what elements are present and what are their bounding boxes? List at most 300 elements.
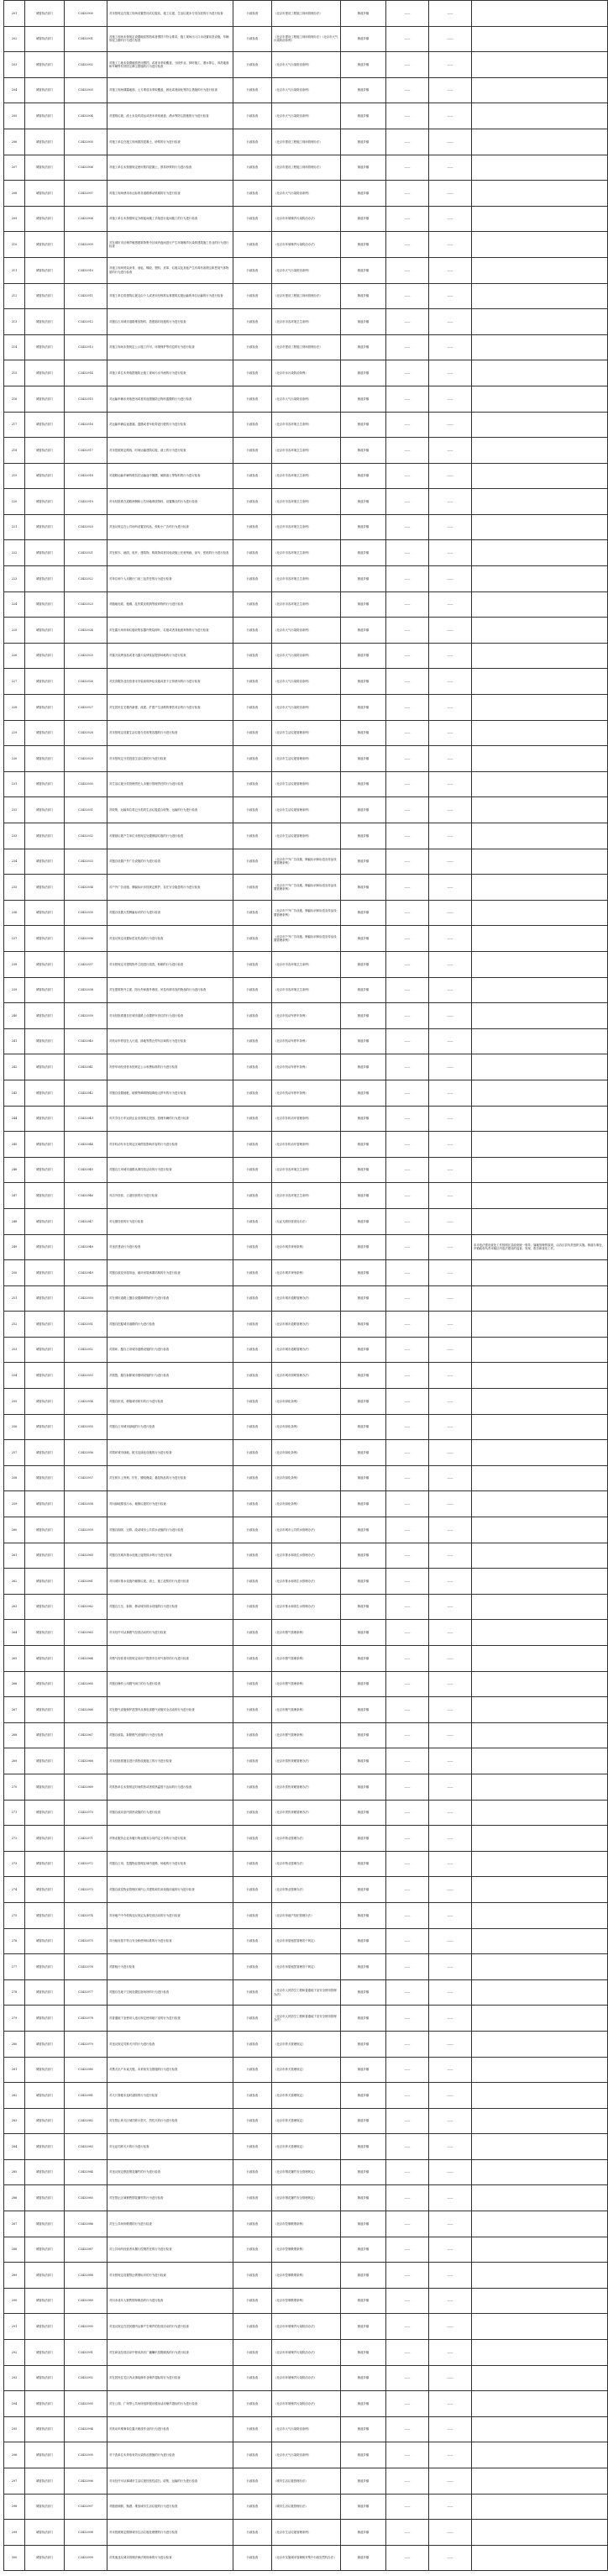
row-number: 227 [4, 669, 25, 695]
remark-cell [472, 1851, 608, 1877]
table-row [4, 823, 608, 849]
level-cell: 街道乡镇 [341, 1979, 386, 2006]
item-code-cell: C3432939 [65, 1003, 107, 1029]
item-type-cell: 行政检查 [233, 334, 272, 360]
item-code-cell: C3432902 [65, 52, 107, 78]
table-row [4, 2083, 608, 2109]
dash-cell: —— [386, 669, 429, 695]
dash-cell: —— [386, 181, 429, 207]
dash-cell: —— [386, 1722, 429, 1748]
level-cell: 街道乡镇 [341, 771, 386, 797]
table-row [4, 1337, 608, 1363]
dash-cell: —— [386, 977, 429, 1003]
level-cell: 街道乡镇 [341, 77, 386, 103]
legal-basis-cell: 《北京市城乡规划条例》 [272, 1234, 341, 1260]
item-type-cell: 行政检查 [233, 1106, 272, 1132]
table-row [4, 1877, 608, 1903]
row-number: 285 [4, 2159, 25, 2185]
level-cell: 街道乡镇 [341, 1414, 386, 1440]
row-number: 224 [4, 591, 25, 618]
item-code-cell: C3432938 [65, 977, 107, 1003]
level-cell: 街道乡镇 [341, 129, 386, 155]
department-cell: 城管执法部门 [25, 1748, 65, 1774]
department-cell: 城管执法部门 [25, 2057, 65, 2083]
legal-basis-cell: 《北京市环境噪声污染防治办法》 [272, 2365, 341, 2391]
remark-cell [472, 2185, 608, 2211]
item-name-cell: 对向绿地排放污水、倾倒垃圾的行为进行检查 [107, 1491, 233, 1517]
table-row [4, 1363, 608, 1389]
item-code-cell: C3432987 [65, 2237, 107, 2263]
legal-basis-cell: 《北京市大气污染防治条例》 [272, 643, 341, 669]
row-number: 267 [4, 1697, 25, 1723]
remark-cell [472, 2340, 608, 2366]
item-type-cell: 行政检查 [233, 181, 272, 207]
table-row [4, 463, 608, 489]
level-cell: 街道乡镇 [341, 334, 386, 360]
dash-cell: —— [386, 1594, 429, 1620]
level-cell: 街道乡镇 [341, 823, 386, 849]
item-name-cell: 对施工现场焚烧沥青、油毡、橡胶、塑料、皮革、垃圾以及其他产生有毒有害烟尘和恶臭气体物质的行为进行检查 [107, 257, 233, 283]
item-name-cell: 对擅自改装、拆除燃气设施的行为进行检查 [107, 1722, 233, 1748]
level-cell: 街道乡镇 [341, 2391, 386, 2417]
item-type-cell: 行政检查 [233, 1569, 272, 1595]
table-row [4, 1465, 608, 1491]
item-type-cell: 行政检查 [233, 2442, 272, 2468]
row-number: 208 [4, 181, 25, 207]
legal-basis-cell: 《北京市大气污染防治条例》 [272, 181, 341, 207]
legal-basis-cell: 《北京市燃气管理条例》 [272, 1646, 341, 1672]
department-cell: 城管执法部门 [25, 1569, 65, 1595]
table-row [4, 2159, 608, 2185]
item-code-cell: C3432931 [65, 797, 107, 823]
remark-cell [472, 129, 608, 155]
item-type-cell: 行政检查 [233, 386, 272, 412]
table-row [4, 900, 608, 926]
item-name-cell: 对未按照规定缴纳城市生活垃圾处理费的行为进行检查 [107, 2520, 233, 2546]
item-type-cell: 行政检查 [233, 1697, 272, 1723]
remark-cell [472, 823, 608, 849]
item-code-cell: C3432929 [65, 746, 107, 772]
department-cell: 城管执法部门 [25, 2159, 65, 2185]
item-type-cell: 行政检查 [233, 1337, 272, 1363]
dash-cell: —— [429, 1594, 472, 1620]
row-number: 237 [4, 926, 25, 952]
dash-cell: —— [386, 1054, 429, 1080]
department-cell: 城管执法部门 [25, 1517, 65, 1543]
level-cell: 街道乡镇 [341, 1543, 386, 1569]
dash-cell: —— [429, 386, 472, 412]
dash-cell: —— [386, 2134, 429, 2160]
row-number: 225 [4, 618, 25, 644]
department-cell: 城管执法部门 [25, 1902, 65, 1928]
item-name-cell: 对未按规定对建筑物外立面进行清洗、粉刷的行为进行检查 [107, 951, 233, 977]
legal-basis-cell: 《北京市建设工程施工现场管理办法》 [272, 155, 341, 181]
table-row [4, 1517, 608, 1543]
dash-cell: —— [429, 309, 472, 335]
legal-basis-cell: 《北京市大气污染防治条例》 [272, 257, 341, 283]
remark-cell [472, 1183, 608, 1209]
remark-cell [472, 489, 608, 515]
item-name-cell: 对未按规定在施工现场设置密闭式垃圾站、施工垃圾、生活垃圾未分类存放的行为进行检查 [107, 1, 233, 27]
item-name-cell: 对施工单位将建筑垃圾交由个人或者未经核准从事建筑垃圾运输的单位运输的行为进行检查 [107, 283, 233, 309]
table-row [4, 540, 608, 566]
item-type-cell: 行政检查 [233, 1543, 272, 1569]
dash-cell: —— [386, 360, 429, 386]
item-name-cell: 对违反规定设置标语宣传品的行为进行检查 [107, 926, 233, 952]
department-cell: 城管执法部门 [25, 2211, 65, 2237]
remark-cell [472, 977, 608, 1003]
legal-basis-cell: 《北京市供热采暖管理办法》 [272, 1748, 341, 1774]
legal-basis-cell: 《北京市绿化条例》 [272, 1491, 341, 1517]
row-number: 223 [4, 566, 25, 592]
table-row [4, 1028, 608, 1054]
level-cell: 街道乡镇 [341, 1928, 386, 1954]
dash-cell: —— [386, 823, 429, 849]
table-row [4, 1979, 608, 2006]
item-name-cell: 对施工单位未采取措施防止施工现场污水外流的行为进行检查 [107, 360, 233, 386]
row-number: 204 [4, 77, 25, 103]
dash-cell: —— [386, 1800, 429, 1826]
item-code-cell: C3432958 [65, 1491, 107, 1517]
department-cell: 城管执法部门 [25, 1003, 65, 1029]
item-type-cell: 行政检查 [233, 1363, 272, 1389]
item-name-cell: 对在城市道路上擅自设置障碍物的行为进行检查 [107, 1285, 233, 1312]
item-type-cell: 行政检查 [233, 77, 272, 103]
row-number: 293 [4, 2365, 25, 2391]
level-cell: 街道乡镇 [341, 1080, 386, 1106]
legal-basis-cell: 《北京市建设工程施工现场管理办法》 [272, 129, 341, 155]
row-number: 219 [4, 463, 25, 489]
department-cell: 城管执法部门 [25, 103, 65, 129]
dash-cell: —— [429, 2185, 472, 2211]
legal-basis-cell: 《北京市物业管理办法》 [272, 1877, 341, 1903]
department-cell: 城管执法部门 [25, 669, 65, 695]
department-cell: 城管执法部门 [25, 771, 65, 797]
item-name-cell: 对擅自占用、挖掘物业管理区域内道路、场地的行为进行检查 [107, 1851, 233, 1877]
legal-basis-cell: 《北京市养犬管理规定》 [272, 2031, 341, 2057]
legal-basis-cell: 《北京市控制吸烟条例》 [272, 2237, 341, 2263]
department-cell: 城管执法部门 [25, 540, 65, 566]
item-name-cell: 对擅自改变房屋用途、破坏房屋承重结构的行为进行检查 [107, 1260, 233, 1286]
level-cell: 街道乡镇 [341, 797, 386, 823]
level-cell: 街道乡镇 [341, 1851, 386, 1877]
item-code-cell: C3432982 [65, 2108, 107, 2134]
remark-cell [472, 2442, 608, 2468]
item-type-cell: 行政检查 [233, 2159, 272, 2185]
remark-cell [472, 1543, 608, 1569]
item-code-cell: C3432937 [65, 951, 107, 977]
department-cell: 城管执法部门 [25, 1260, 65, 1286]
remark-cell [472, 1003, 608, 1029]
dash-cell: —— [386, 1, 429, 27]
item-code-cell: C3432943 [65, 1106, 107, 1132]
item-code-cell: C3432920 [65, 514, 107, 540]
item-code-cell: C3432901 [65, 26, 107, 52]
item-code-cell: C3432907 [65, 181, 107, 207]
row-number: 238 [4, 951, 25, 977]
dash-cell: —— [429, 412, 472, 438]
dash-cell: —— [386, 591, 429, 618]
department-cell: 城管执法部门 [25, 1928, 65, 1954]
legal-basis-cell: 《北京市大气污染防治条例》 [272, 386, 341, 412]
item-code-cell: C3432985 [65, 2185, 107, 2211]
legal-basis-cell: 《北京市供热采暖管理办法》 [272, 1800, 341, 1826]
row-number: 222 [4, 540, 25, 566]
item-type-cell: 行政检查 [233, 771, 272, 797]
department-cell: 城管执法部门 [25, 1594, 65, 1620]
row-number: 244 [4, 1106, 25, 1132]
item-name-cell: 对擅自砍伐、移植城市树木的行为进行检查 [107, 1389, 233, 1415]
row-number: 288 [4, 2237, 25, 2263]
table-row [4, 1491, 608, 1517]
table-row [4, 1312, 608, 1338]
item-name-cell: 对擅自挖掘城市道路的行为进行检查 [107, 1312, 233, 1338]
department-cell: 城管执法部门 [25, 206, 65, 232]
legal-basis-cell: 《北京市建设工程施工现场管理办法》 [272, 1, 341, 27]
department-cell: 城管执法部门 [25, 2391, 65, 2417]
dash-cell: —— [386, 900, 429, 926]
dash-cell: —— [429, 1028, 472, 1054]
table-row [4, 129, 608, 155]
remark-cell [472, 1646, 608, 1672]
row-number: 220 [4, 489, 25, 515]
row-number: 290 [4, 2288, 25, 2314]
dash-cell: —— [386, 2494, 429, 2520]
dash-cell: —— [429, 2108, 472, 2134]
remark-cell [472, 2494, 608, 2520]
remark-cell [472, 103, 608, 129]
item-type-cell: 行政检查 [233, 514, 272, 540]
remark-cell [472, 514, 608, 540]
item-code-cell: C3432952 [65, 1337, 107, 1363]
dash-cell: —— [386, 129, 429, 155]
dash-cell: —— [386, 2185, 429, 2211]
department-cell: 城管执法部门 [25, 360, 65, 386]
table-row [4, 1260, 608, 1286]
dash-cell: —— [429, 26, 472, 52]
item-code-cell: C3432900 [65, 1, 107, 27]
level-cell: 街道乡镇 [341, 360, 386, 386]
legal-basis-cell: 《北京市环境噪声污染防治办法》 [272, 2391, 341, 2417]
level-cell: 街道乡镇 [341, 1646, 386, 1672]
item-name-cell: 对建筑垃圾、渣土未及时清运或者未采取遮盖、洒水等防尘措施的行为进行检查 [107, 103, 233, 129]
level-cell: 街道乡镇 [341, 1569, 386, 1595]
item-name-cell: 对在禁止养犬区域饲养大型犬、烈性犬的行为进行检查 [107, 2108, 233, 2134]
dash-cell: —— [386, 1414, 429, 1440]
department-cell: 城管执法部门 [25, 334, 65, 360]
dash-cell: —— [429, 283, 472, 309]
dash-cell: —— [386, 1697, 429, 1723]
dash-cell: —— [429, 720, 472, 746]
item-code-cell: C3432919 [65, 489, 107, 515]
table-row [4, 2314, 608, 2340]
item-code-cell: C3432970 [65, 1800, 107, 1826]
row-number: 217 [4, 412, 25, 438]
dash-cell: —— [386, 1671, 429, 1697]
level-cell: 街道乡镇 [341, 2159, 386, 2185]
item-name-cell: 对违法建设行为进行检查 [107, 1234, 233, 1260]
table-row [4, 1569, 608, 1595]
item-type-cell: 行政检查 [233, 257, 272, 283]
dash-cell: —— [386, 1389, 429, 1415]
table-row [4, 1851, 608, 1877]
table-row [4, 1826, 608, 1852]
row-number: 248 [4, 1208, 25, 1234]
level-cell: 街道乡镇 [341, 1697, 386, 1723]
level-cell: 街道乡镇 [341, 2494, 386, 2520]
item-type-cell: 行政检查 [233, 1465, 272, 1491]
dash-cell: —— [386, 643, 429, 669]
legal-basis-cell: 《北京市户外广告设施、牌匾标识和标语宣传品设置管理条例》 [272, 900, 341, 926]
dash-cell: —— [386, 2108, 429, 2134]
row-number: 221 [4, 514, 25, 540]
department-cell: 城管执法部门 [25, 1080, 65, 1106]
item-type-cell: 行政检查 [233, 129, 272, 155]
dash-cell: —— [429, 489, 472, 515]
department-cell: 城管执法部门 [25, 1620, 65, 1646]
row-number: 279 [4, 2006, 25, 2032]
row-number: 300 [4, 2545, 25, 2571]
table-row [4, 438, 608, 464]
item-code-cell: C3432984 [65, 2159, 107, 2185]
remark-cell [472, 1671, 608, 1697]
table-row [4, 1620, 608, 1646]
remark-cell [472, 1465, 608, 1491]
item-code-cell: C3432961 [65, 1569, 107, 1595]
item-type-cell: 行政检查 [233, 1594, 272, 1620]
row-number: 256 [4, 1414, 25, 1440]
item-code-cell: C3432976 [65, 1954, 107, 1980]
department-cell: 城管执法部门 [25, 1234, 65, 1260]
item-name-cell: 对物业服务企业未履行物业服务合同约定义务的行为进行检查 [107, 1826, 233, 1852]
department-cell: 城管执法部门 [25, 1646, 65, 1672]
item-name-cell: 对燃气经营者未按规定向用户提供安全用气指导的行为进行检查 [107, 1646, 233, 1672]
dash-cell: —— [429, 1260, 472, 1286]
dash-cell: —— [429, 1003, 472, 1029]
department-cell: 城管执法部门 [25, 2416, 65, 2442]
item-name-cell: 对收集、运输单位将已分类的生活垃圾混合收集、运输的行为进行检查 [107, 797, 233, 823]
item-type-cell: 行政检查 [233, 1491, 272, 1517]
item-code-cell: C3432910 [65, 257, 107, 283]
dash-cell: —— [386, 155, 429, 181]
table-row [4, 2391, 608, 2417]
department-cell: 城管执法部门 [25, 1774, 65, 1800]
table-row [4, 669, 608, 695]
item-code-cell: C3432930 [65, 771, 107, 797]
dash-cell: —— [429, 1697, 472, 1723]
item-type-cell: 行政检查 [233, 1003, 272, 1029]
item-name-cell: 对机动车维修单位露天喷漆作业的行为进行检查 [107, 2416, 233, 2442]
department-cell: 城管执法部门 [25, 2237, 65, 2263]
item-name-cell: 对擅自在地下空间设置住宿场所的行为进行检查 [107, 1979, 233, 2006]
department-cell: 城管执法部门 [25, 257, 65, 283]
item-code-cell: C3432948 [65, 1234, 107, 1260]
row-number: 213 [4, 309, 25, 335]
legal-basis-cell: 《北京市市容环境卫生条例》 [272, 1183, 341, 1209]
item-code-cell: C3432913 [65, 334, 107, 360]
legal-basis-cell: 《北京市市容环境卫生条例》 [272, 591, 341, 618]
item-type-cell: 行政检查 [233, 2083, 272, 2109]
row-number: 242 [4, 1054, 25, 1080]
table-row [4, 695, 608, 721]
legal-basis-cell: 《北京市养犬管理规定》 [272, 2057, 341, 2083]
item-code-cell: C3432994 [65, 2416, 107, 2442]
dash-cell: —— [386, 2391, 429, 2417]
dash-cell: —— [429, 2494, 472, 2520]
dash-cell: —— [386, 720, 429, 746]
item-name-cell: 对违反规定燃放烟花爆竹的行为进行检查 [107, 2159, 233, 2185]
enforcement-items-table [3, 0, 608, 2571]
dash-cell: —— [386, 2083, 429, 2109]
dash-cell: —— [386, 618, 429, 644]
item-type-cell: 行政检查 [233, 2391, 272, 2417]
remark-cell [472, 257, 608, 283]
dash-cell: —— [429, 2263, 472, 2289]
department-cell: 城管执法部门 [25, 1826, 65, 1852]
row-number: 205 [4, 103, 25, 129]
department-cell: 城管执法部门 [25, 1954, 65, 1980]
dash-cell: —— [429, 1285, 472, 1312]
department-cell: 城管执法部门 [25, 2083, 65, 2109]
row-number: 260 [4, 1517, 25, 1543]
row-number: 249 [4, 1234, 25, 1260]
row-number: 258 [4, 1465, 25, 1491]
item-type-cell: 行政检查 [233, 900, 272, 926]
item-type-cell: 行政检查 [233, 1877, 272, 1903]
remark-cell [472, 386, 608, 412]
row-number: 247 [4, 1183, 25, 1209]
row-number: 269 [4, 1748, 25, 1774]
level-cell: 街道乡镇 [341, 52, 386, 78]
dash-cell: —— [386, 52, 429, 78]
item-type-cell: 行政检查 [233, 1414, 272, 1440]
remark-cell [472, 2520, 608, 2546]
item-type-cell: 行政检查 [233, 52, 272, 78]
item-code-cell: C3432991 [65, 2340, 107, 2366]
dash-cell: —— [386, 1465, 429, 1491]
table-row [4, 1902, 608, 1928]
table-row [4, 1954, 608, 1980]
table-row [4, 1646, 608, 1672]
level-cell: 街道乡镇 [341, 2237, 386, 2263]
item-code-cell: C3432973 [65, 1877, 107, 1903]
item-name-cell: 对施工现场裸露地面、土方堆放未采取覆盖、固化或者绿化等防尘措施的行为进行检查 [107, 77, 233, 103]
table-row [4, 1697, 608, 1723]
legal-basis-cell: 《北京市烟花爆竹安全管理规定》 [272, 2159, 341, 2185]
row-number: 296 [4, 2442, 25, 2468]
row-number: 246 [4, 1157, 25, 1183]
item-code-cell: C3432981 [65, 2083, 107, 2109]
row-number: 277 [4, 1954, 25, 1980]
item-code-cell: C3432936 [65, 926, 107, 952]
table-row [4, 2494, 608, 2520]
item-code-cell: C3432974 [65, 1902, 107, 1928]
dash-cell: —— [429, 1954, 472, 1980]
table-row [4, 2365, 608, 2391]
legal-basis-cell: 《北京市建设工程施工现场管理办法》 [272, 283, 341, 309]
item-type-cell: 行政检查 [233, 489, 272, 515]
item-name-cell: 对擅自拆除、迁移、改动城市公共供水设施的行为进行检查 [107, 1517, 233, 1543]
dash-cell: —— [429, 103, 472, 129]
legal-basis-cell: 《北京市大气污染防治条例》 [272, 618, 341, 644]
item-type-cell: 行政检查 [233, 746, 272, 772]
item-name-cell: 对未按照规定路线、时间运输建筑垃圾、渣土的行为进行检查 [107, 438, 233, 464]
row-number: 282 [4, 2083, 25, 2109]
item-type-cell: 行政检查 [233, 797, 272, 823]
item-code-cell: C3432988 [65, 2263, 107, 2289]
department-cell: 城管执法部门 [25, 2468, 65, 2495]
item-code-cell: C3432940 [65, 1028, 107, 1054]
